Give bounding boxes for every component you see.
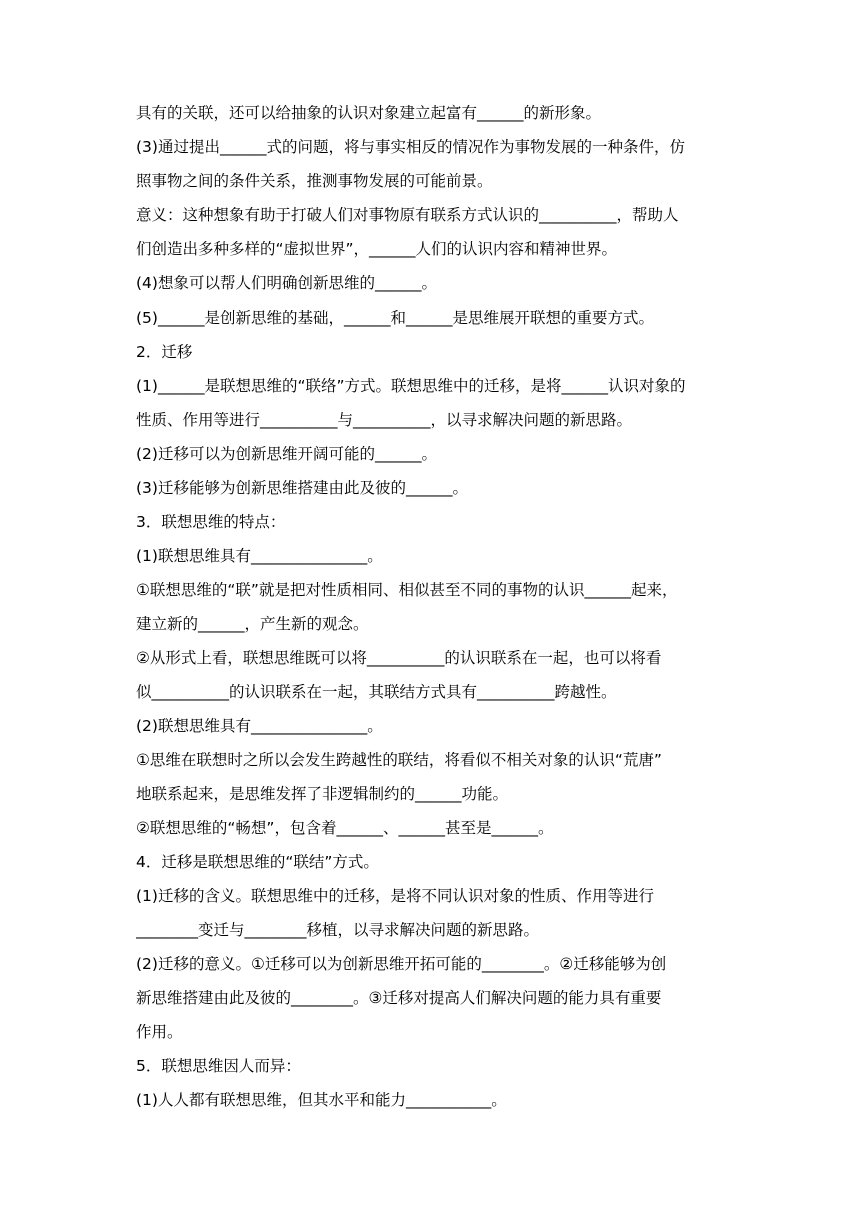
text-line: 似__________的认识联系在一起，其联结方式具有__________跨越性。 [136,683,617,701]
section-heading: 4．迁移是联想思维的“联结”方式。 [136,853,379,871]
section-heading: 3．联想思维的特点： [136,513,286,531]
text-line: (5)______是创新思维的基础，______和______是思维展开联想的重要方式。 [136,309,654,327]
text-line: 建立新的______，产生新的观念。 [136,615,369,633]
text-line: 们创造出多种多样的“虚拟世界”，______人们的认识内容和精神世界。 [136,240,618,258]
text-line: (2)迁移的意义。①迁移可以为创新思维开拓可能的________。②迁移能够为创 [136,955,667,973]
text-line: (2)迁移可以为创新思维开阔可能的______。 [136,445,437,463]
text-line: (1)______是联想思维的“联络”方式。联想思维中的迁移，是将______认识对象的 [136,377,686,395]
section-heading: 5．联想思维因人而异： [136,1057,301,1075]
text-line: 性质、作用等进行__________与__________，以寻求解决问题的新思路。 [136,411,633,429]
text-line: 作用。 [136,1023,183,1041]
text-line: ①联想思维的“联”就是把对性质相同、相似甚至不同的事物的认识______起来， [136,581,678,599]
section-heading: 2．迁移 [136,343,193,361]
text-line: ________变迁与________移植，以寻求解决问题的新思路。 [136,921,540,939]
text-line: ①思维在联想时之所以会发生跨越性的联结，将看似不相关对象的认识“荒唐” [136,751,662,769]
text-line: (2)联想思维具有_______________。 [136,717,383,735]
text-line: (1)人人都有联想思维，但其水平和能力___________。 [136,1091,507,1109]
text-line: (4)想象可以帮人们明确创新思维的______。 [136,274,437,292]
text-line: 意义：这种想象有助于打破人们对事物原有联系方式认识的__________，帮助人 [136,206,679,224]
text-line: 具有的关联，还可以给抽象的认识对象建立起富有______的新形象。 [136,104,602,122]
text-line: 照事物之间的条件关系，推测事物发展的可能前景。 [136,172,493,190]
text-line: 新思维搭建由此及彼的________。③迁移对提高人们解决问题的能力具有重要 [136,989,662,1007]
text-line: (1)迁移的含义。联想思维中的迁移，是将不同认识对象的性质、作用等进行 [136,887,654,905]
text-line: (3)通过提出______式的问题，将与事实相反的情况作为事物发展的一种条件，仿 [136,138,685,156]
text-line: (1)联想思维具有_______________。 [136,547,383,565]
text-line: 地联系起来，是思维发挥了非逻辑制约的______功能。 [136,785,509,803]
text-line: ②从形式上看，联想思维既可以将__________的认识联系在一起，也可以将看 [136,649,662,667]
text-line: ②联想思维的“畅想”，包含着______、______甚至是______。 [136,819,554,837]
text-line: (3)迁移能够为创新思维搭建由此及彼的______。 [136,479,468,497]
